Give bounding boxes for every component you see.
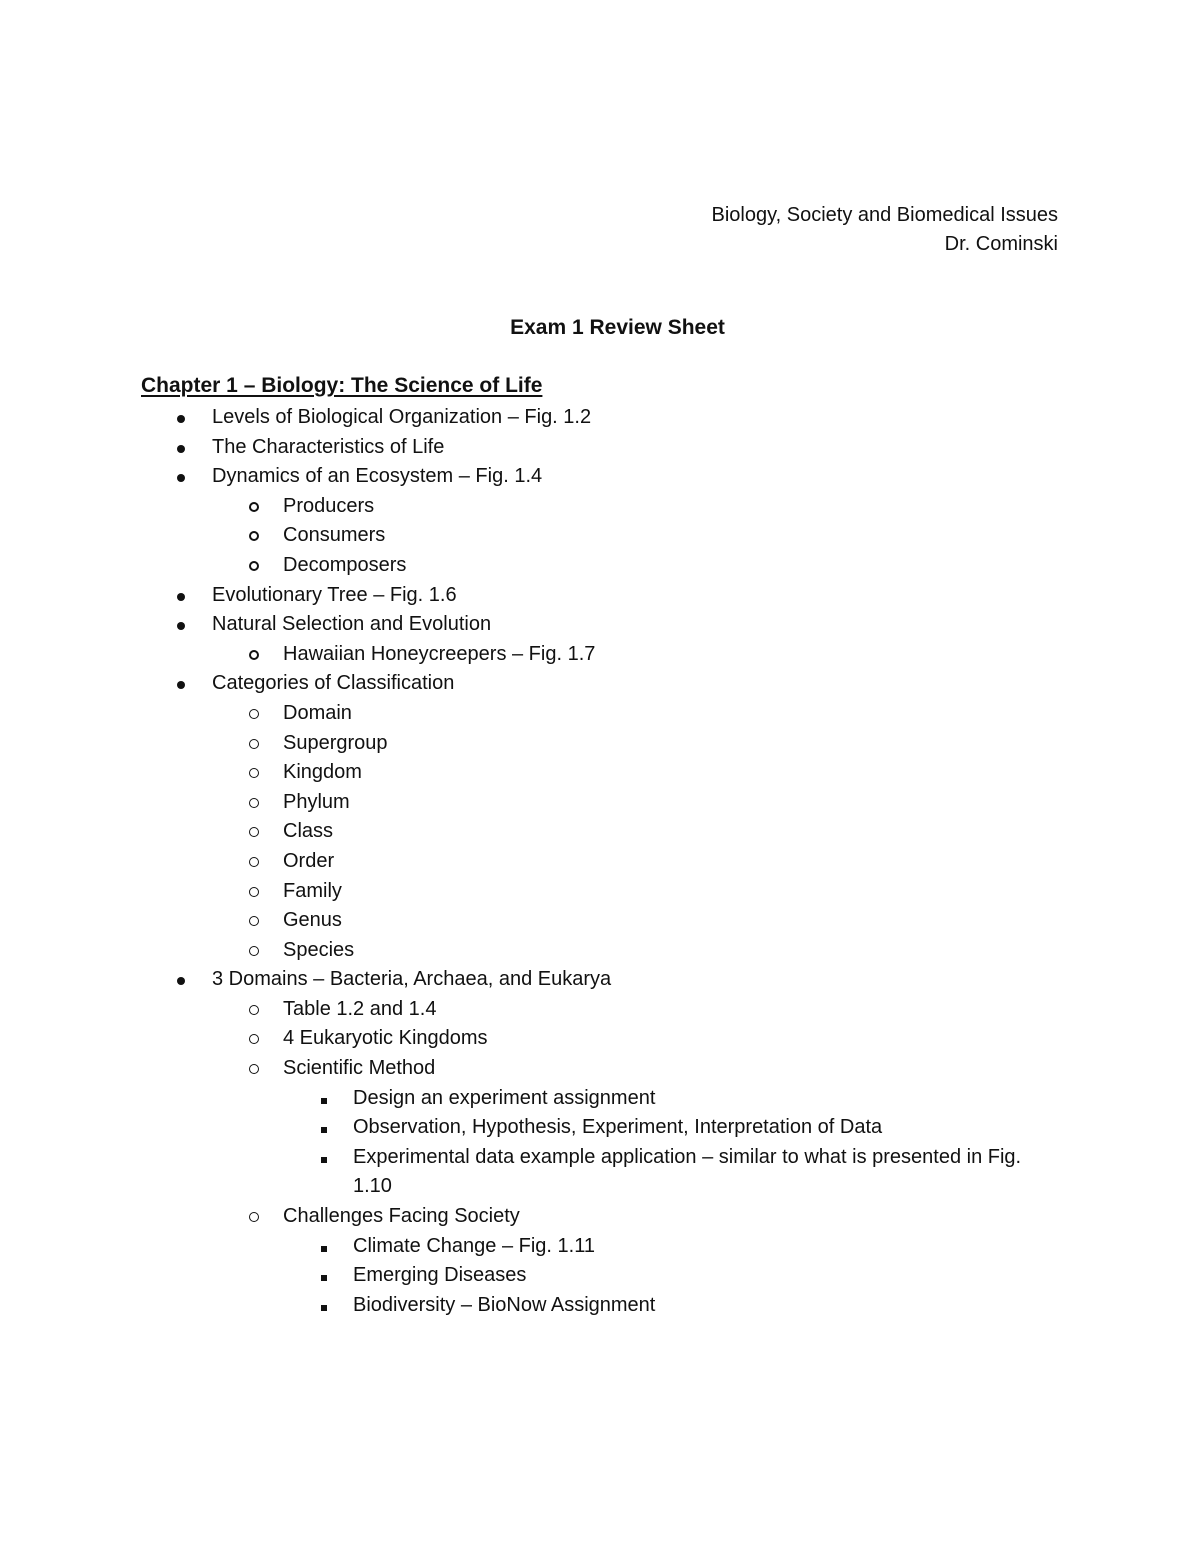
square-bullet-icon [314, 1261, 334, 1291]
outline-item-text: Producers [283, 494, 375, 517]
outline-item-text: Experimental data example application – similar to what is presented in Fig. 1.10 [353, 1145, 1022, 1198]
outline-item [0, 1202, 1200, 1232]
circle-bullet-icon [244, 1024, 264, 1054]
outline-item [0, 551, 1200, 581]
outline-item-text: Evolutionary Tree – Fig. 1.6 [212, 583, 457, 606]
outline-item [0, 936, 1200, 966]
circle-bullet-icon [244, 699, 264, 729]
outline-item [0, 817, 1200, 847]
outline-item-text: Dynamics of an Ecosystem – Fig. 1.4 [212, 465, 543, 488]
circle-bullet-icon [244, 729, 264, 759]
outline-item [0, 758, 1200, 788]
circle-bullet-icon [244, 936, 264, 966]
bullet-icon [171, 581, 191, 611]
outline-item-text: Biodiversity – BioNow Assignment [353, 1293, 656, 1316]
circle-bullet-icon [244, 1202, 264, 1232]
circle-bullet-icon [244, 1054, 264, 1084]
circle-bullet-icon [244, 817, 264, 847]
outline-item-text: Emerging Diseases [353, 1264, 527, 1287]
square-bullet-icon [314, 1143, 334, 1173]
page-title: Exam 1 Review Sheet [510, 316, 725, 339]
chapter-heading: Chapter 1 – Biology: The Science of Life [141, 374, 543, 397]
outline-item [0, 492, 1200, 522]
document-header [712, 201, 1058, 259]
outline-item-text: Categories of Classification [212, 672, 455, 695]
outline-item-text: Challenges Facing Society [283, 1205, 520, 1228]
outline-item-text: Observation, Hypothesis, Experiment, Interpretation of Data [353, 1116, 883, 1139]
outline-item-text: Natural Selection and Evolution [212, 613, 492, 636]
outline-item [0, 1291, 1200, 1321]
outline-item-text: Domain [283, 701, 352, 724]
outline-item-text: 3 Domains – Bacteria, Archaea, and Eukarya [212, 968, 612, 991]
outline-item [0, 1084, 1200, 1114]
course-name: Biology, Society and Biomedical Issues [711, 204, 1058, 226]
bullet-icon [171, 403, 191, 433]
outline-item [0, 906, 1200, 936]
circle-bullet-icon [244, 788, 264, 818]
outline-item-text: Genus [283, 909, 342, 932]
outline-item [0, 729, 1200, 759]
bullet-icon [171, 610, 191, 640]
bullet-icon [171, 462, 191, 492]
outline-item [0, 581, 1200, 611]
outline-item [0, 877, 1200, 907]
circle-bullet-icon [244, 758, 264, 788]
circle-bullet-icon [244, 906, 264, 936]
circle-bullet-icon [244, 847, 264, 877]
outline-item-text: Class [283, 820, 334, 843]
outline-item [0, 669, 1200, 699]
outline-item [0, 965, 1200, 995]
bullet-icon [171, 433, 191, 463]
outline-item-text: Table 1.2 and 1.4 [283, 997, 437, 1020]
outline-item [0, 433, 1200, 463]
outline-item-text: Decomposers [283, 553, 407, 576]
outline-item [0, 610, 1200, 640]
outline-item-text: The Characteristics of Life [212, 435, 445, 458]
outline-item [0, 1113, 1200, 1143]
outline-item-text: Kingdom [283, 761, 362, 784]
review-outline [0, 403, 1200, 1320]
bold-circle-bullet-icon [244, 492, 264, 522]
outline-item-text: Species [283, 938, 355, 961]
outline-item [0, 1054, 1200, 1084]
outline-item-text: Consumers [283, 524, 386, 547]
outline-item [0, 788, 1200, 818]
bullet-icon [171, 965, 191, 995]
outline-item-text: Family [283, 879, 342, 902]
outline-item-text: Climate Change – Fig. 1.11 [353, 1234, 595, 1257]
outline-item-text: Hawaiian Honeycreepers – Fig. 1.7 [283, 642, 596, 665]
outline-item [0, 847, 1200, 877]
outline-item-text: Supergroup [283, 731, 388, 754]
outline-item-text: 4 Eukaryotic Kingdoms [283, 1027, 488, 1050]
circle-bullet-icon [244, 995, 264, 1025]
outline-item [0, 403, 1200, 433]
outline-item [0, 699, 1200, 729]
outline-item [0, 521, 1200, 551]
outline-item [0, 995, 1200, 1025]
outline-item [0, 1024, 1200, 1054]
outline-item [0, 1261, 1200, 1291]
square-bullet-icon [314, 1232, 334, 1262]
outline-item-text: Order [283, 849, 335, 872]
circle-bullet-icon [244, 877, 264, 907]
outline-item [0, 1232, 1200, 1262]
instructor-name: Dr. Cominski [944, 233, 1058, 255]
square-bullet-icon [314, 1291, 334, 1321]
outline-item [0, 462, 1200, 492]
bold-circle-bullet-icon [244, 551, 264, 581]
bullet-icon [171, 669, 191, 699]
outline-item-text: Design an experiment assignment [353, 1086, 656, 1109]
outline-item [0, 1143, 1200, 1202]
bold-circle-bullet-icon [244, 521, 264, 551]
square-bullet-icon [314, 1113, 334, 1143]
outline-item-text: Phylum [283, 790, 350, 813]
outline-item [0, 640, 1200, 670]
outline-item-text: Levels of Biological Organization – Fig. 1.2 [212, 406, 592, 428]
bold-circle-bullet-icon [244, 640, 264, 670]
outline-item-text: Scientific Method [283, 1057, 436, 1080]
square-bullet-icon [314, 1084, 334, 1114]
